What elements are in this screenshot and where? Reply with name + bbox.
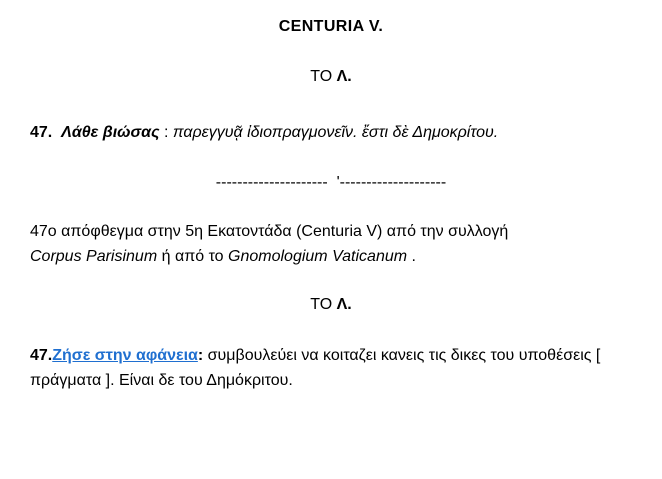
editorial-note-italic2: Gnomologium Vaticanum xyxy=(228,248,408,266)
section-heading-2-letter: Λ. xyxy=(336,295,352,313)
editorial-note-end: . xyxy=(407,248,416,266)
entry-ancient-separator: : xyxy=(159,124,173,141)
section-heading-1-prefix: ΤΟ xyxy=(310,68,337,85)
entry-ancient-gloss: παρεγγυᾷ ἰδιοπραγμονεῖν. ἔστι δὲ Δημοκρίτου. xyxy=(172,124,499,141)
editorial-note-mid: ή από το xyxy=(157,248,229,266)
entry-modern-colon: : xyxy=(197,346,204,364)
editorial-note-italic1: Corpus Parisinum xyxy=(30,248,158,266)
editorial-note-line1: 47ο απόφθεγμα στην 5η Εκατοντάδα (Centuria V) από την συλλογή xyxy=(30,223,509,241)
section-heading-1-letter: Λ. xyxy=(336,68,352,85)
entry-modern-link[interactable]: Ζήσε στην αφάνεια xyxy=(52,346,198,364)
entry-ancient-lemma: Λάθε βιώσας xyxy=(61,124,160,141)
section-heading-2-prefix: ΤΟ xyxy=(310,295,337,313)
entry-modern xyxy=(30,344,640,394)
editorial-note xyxy=(30,220,640,270)
entry-ancient-number: 47. xyxy=(30,124,53,141)
page-title: CENTURIA V. xyxy=(278,18,384,35)
section-heading-1 xyxy=(22,68,640,86)
section-heading-2 xyxy=(22,296,640,314)
horizontal-divider: --------------------- '-------------------- xyxy=(215,174,447,192)
entry-modern-text: συμβουλεύει να κοιταζει κανεις τις δικες του υποθέσεις [ πράγματα ]. Είναι δε του Δημόκριτου. xyxy=(30,346,601,389)
entry-modern-number: 47. xyxy=(30,346,53,364)
entry-ancient xyxy=(30,122,640,144)
document-page xyxy=(0,18,662,479)
